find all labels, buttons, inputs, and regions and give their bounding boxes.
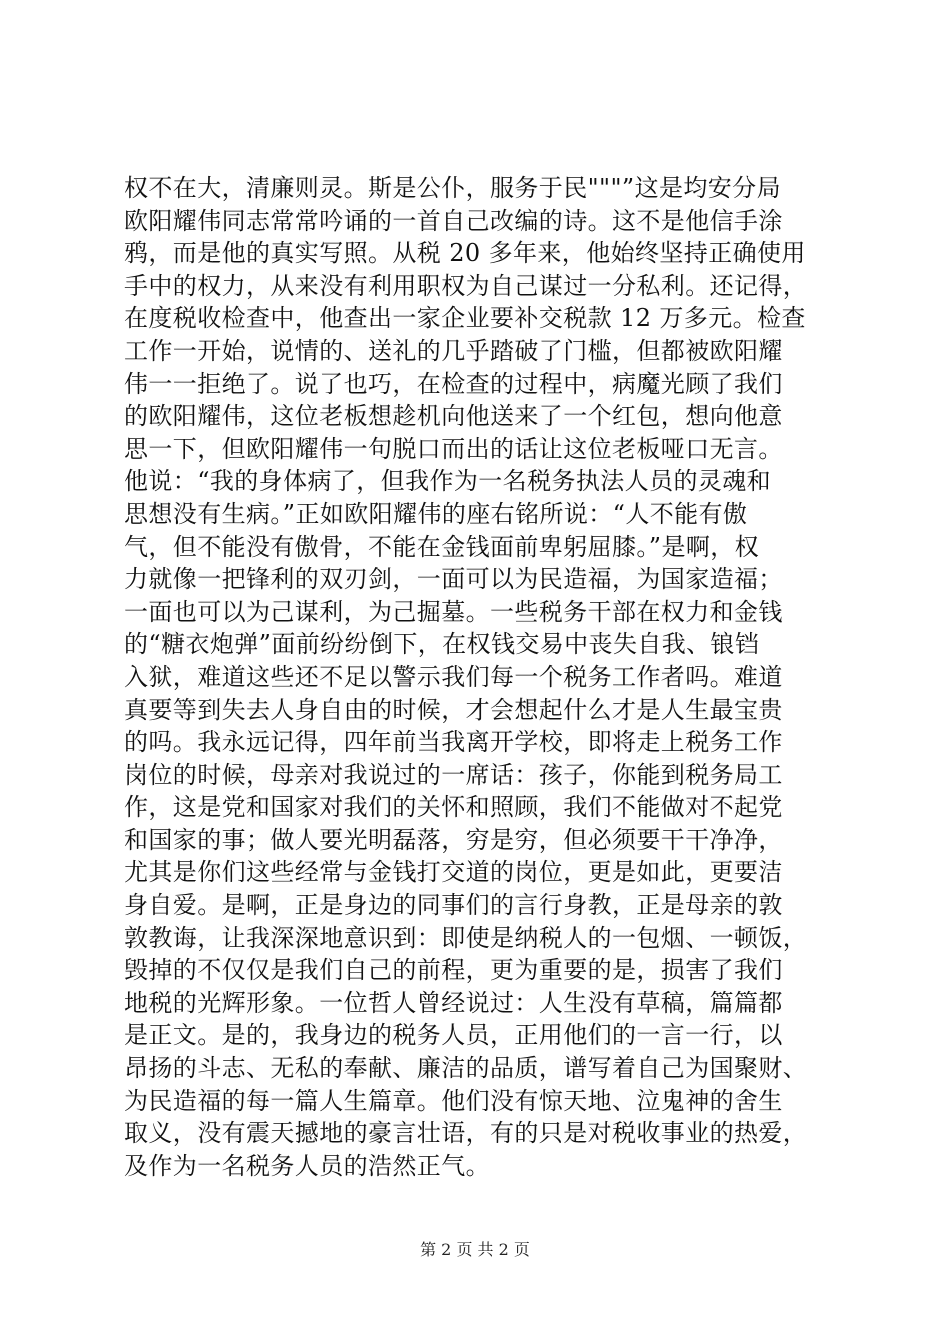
text-line-21: 和国家的事；做人要光明磊落，穷是穷，但必须要干干净净， <box>124 825 783 854</box>
text-line-10: 他说：“我的身体病了，但我作为一名税务执法人员的灵魂和 <box>124 467 772 496</box>
text-line-9: 思一下，但欧阳耀伟一句脱口而出的话让这位老板哑口无言。 <box>124 434 783 463</box>
text-line-11: 思想没有生病。”正如欧阳耀伟的座右铭所说：“人不能有傲 <box>124 499 748 528</box>
text-line-12: 气，但不能没有傲骨，不能在金钱面前卑躬屈膝。”是啊，权 <box>124 532 760 561</box>
body-text <box>124 172 834 1182</box>
text-line-14: 一面也可以为己谋利，为己掘墓。一些税务干部在权力和金钱 <box>124 597 783 626</box>
text-line-13: 力就像一把锋利的双刃剑，一面可以为民造福，为国家造福； <box>124 565 783 594</box>
text-line-17: 真要等到失去人身自由的时候，才会想起什么才是人生最宝贵 <box>124 695 783 724</box>
text-line-28: 昂扬的斗志、无私的奉献、廉洁的品质，谱写着自己为国聚财、 <box>124 1054 808 1083</box>
page-footer <box>0 1240 950 1260</box>
text-line-3: 鸦，而是他的真实写照。从税 20 多年来，他始终坚持正确使用 <box>124 239 806 268</box>
text-line-26: 地税的光辉形象。一位哲人曾经说过：人生没有草稿，篇篇都 <box>124 988 783 1017</box>
text-line-7: 伟一一拒绝了。说了也巧，在检查的过程中，病魔光顾了我们 <box>124 369 783 398</box>
text-line-19: 岗位的时候，母亲对我说过的一席话：孩子，你能到税务局工 <box>124 760 783 789</box>
text-line-18: 的吗。我永远记得，四年前当我离开学校，即将走上税务工作 <box>124 728 783 757</box>
text-line-16: 入狱，难道这些还不足以警示我们每一个税务工作者吗。难道 <box>124 662 783 691</box>
text-line-6: 工作一开始，说情的、送礼的几乎踏破了门槛，但都被欧阳耀 <box>124 336 783 365</box>
text-line-30: 取义，没有震天撼地的豪言壮语，有的只是对税收事业的热爱， <box>124 1119 808 1148</box>
text-line-27: 是正文。是的，我身边的税务人员，正用他们的一言一行，以 <box>124 1021 783 1050</box>
text-line-20: 作，这是党和国家对我们的关怀和照顾，我们不能做对不起党 <box>124 793 783 822</box>
text-line-5: 在度税收检查中，他查出一家企业要补交税款 12 万多元。检查 <box>124 304 806 333</box>
text-line-29: 为民造福的每一篇人生篇章。他们没有惊天地、泣鬼神的舍生 <box>124 1086 783 1115</box>
text-line-22: 尤其是你们这些经常与金钱打交道的岗位，更是如此，更要洁 <box>124 858 783 887</box>
text-line-1: 权不在大，清廉则灵。斯是公仆，服务于民"""”这是均安分局 <box>124 174 781 202</box>
text-line-15: 的“糖衣炮弹”面前纷纷倒下，在权钱交易中丧失自我、锒铛 <box>124 630 760 659</box>
page-number: 第 2 页 共 2 页 <box>420 1240 530 1259</box>
text-line-24: 敦教诲，让我深深地意识到：即使是纳税人的一包烟、一顿饭， <box>124 923 808 952</box>
text-line-2: 欧阳耀伟同志常常吟诵的一首自己改编的诗。这不是他信手涂 <box>124 206 783 235</box>
text-line-4: 手中的权力，从来没有利用职权为自己谋过一分私利。还记得， <box>124 271 808 300</box>
text-line-25: 毁掉的不仅仅是我们自己的前程，更为重要的是，损害了我们 <box>124 956 783 985</box>
text-line-31: 及作为一名税务人员的浩然正气。 <box>124 1151 490 1180</box>
text-line-23: 身自爱。是啊，正是身边的同事们的言行身教，正是母亲的敦 <box>124 891 783 920</box>
text-line-8: 的欧阳耀伟，这位老板想趁机向他送来了一个红包，想向他意 <box>124 402 783 431</box>
